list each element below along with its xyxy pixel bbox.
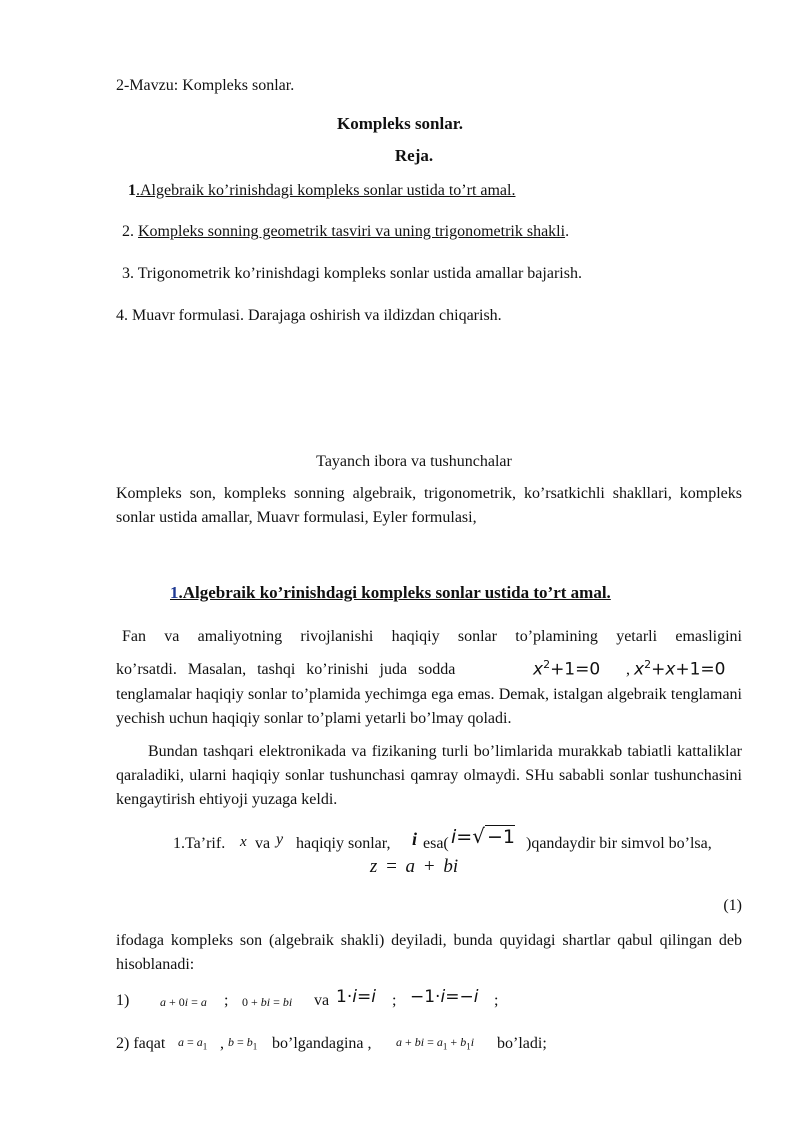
topic-heading: 2-Mavzu: Kompleks sonlar. (116, 77, 295, 94)
condition-2-formula-3: a + bi = $a_1 + b_1i$ (396, 1035, 475, 1052)
equation-2: $x^2+x+1=0$ (634, 658, 726, 680)
plan-item-2 (122, 222, 569, 242)
plan-item-1-number: 1 (128, 182, 136, 199)
plan-item-3: 3. Trigonometrik ko’rinishdagi kompleks sonlar ustida amallar bajarish. (122, 265, 582, 282)
plan-item-1-text: .Algebraik ko’rinishdagi kompleks sonlar ustida to’rt amal. (136, 182, 516, 199)
para1-line2 (116, 660, 455, 680)
condition-1-formula-4: −1·i=−i (410, 987, 479, 1007)
variable-x: x (240, 834, 247, 850)
definition-after: ifodaga kompleks son (algebraik shakli) deyiladi, bunda quyidagi shartlar qabul qilingan deb hisoblanadi: (116, 932, 742, 973)
keywords-text: Kompleks son, kompleks sonning algebraik, trigonometrik, ko’rsatkichli shakllari, kompleks sonlar ustida amallar, Muavr formulasi, Eyler formulasi, (116, 485, 742, 526)
condition-2-mid: bo’lgandagina , (272, 1035, 372, 1052)
plan-title: Reja. (394, 146, 434, 165)
condition-1-sep-3: ; (494, 992, 499, 1009)
condition-1-sep-1: ; (224, 992, 229, 1009)
condition-1-sep-2: ; (392, 992, 397, 1009)
condition-1-formula-1: a + 0i = a (160, 995, 207, 1009)
definition-va: va (255, 835, 271, 852)
plan-item-2-text: Kompleks sonning geometrik tasviri va uning trigonometrik shakli (138, 223, 566, 240)
definition-prefix: 1.Ta’rif. (173, 835, 226, 852)
condition-1-label: 1) (116, 992, 130, 1009)
condition-1-formula-2: 0 + bi = bi (242, 995, 293, 1009)
equation-1: $x^2+1=0$ (533, 658, 601, 680)
variable-y: y (276, 831, 284, 848)
page-title: Kompleks sonlar. (337, 114, 463, 133)
symbol-i: i (412, 829, 418, 849)
section-1-number: 1 (170, 583, 179, 602)
equation-number: (1) (723, 897, 742, 914)
plan-item-2-tail: . (565, 223, 570, 240)
keywords-title: Tayanch ibora va tushunchalar (316, 453, 512, 470)
equation-separator: , (626, 661, 630, 678)
condition-2-formula-1: $a = a_1$ (178, 1035, 208, 1052)
para1-line1: Fan va amaliyotning rivojlanishi haqiqiy sonlar to’plamining yetarli emasligini (122, 628, 742, 645)
condition-1-va: va (314, 992, 330, 1009)
condition-2-end: bo’ladi; (497, 1035, 547, 1052)
definition-esa: esa( (423, 835, 449, 852)
definition-mid: haqiqiy sonlar, (296, 835, 391, 852)
condition-1-formula-3: 1·i=i (336, 987, 376, 1007)
para1-line2-text: ko’rsatdi. Masalan, tashqi ko’rinishi juda sodda (116, 661, 456, 678)
para2: Bundan tashqari elektronikada va fizikaning turli bo’limlarida murakkab tabiatli kattaliklar qaraladiki, ularni haqiqiy sonlar tushunchasi qamray olmaydi. SHu sababli sonlar tushunchasini kengaytirish ehtiyoji yuzaga keldi. (116, 743, 742, 808)
plan-item-4: 4. Muavr formulasi. Darajaga oshirish va ildizdan chiqarish. (116, 307, 502, 324)
condition-2-label: 2) faqat (116, 1035, 166, 1052)
imaginary-unit-definition: i=√ −1 (451, 824, 515, 848)
plan-item-2-number: 2. (122, 223, 138, 240)
definition-suffix: )qandaydir bir simvol bo’lsa, (526, 835, 712, 852)
condition-2-comma: , (220, 1035, 224, 1052)
section-1-heading (170, 583, 611, 603)
plan-item-1 (128, 181, 515, 201)
para1-rest: tenglamalar haqiqiy sonlar to’plamida yechimga ega emas. Demak, istalgan algebraik tenglamani yechish uchun haqiqiy sonlar to’plami yetarli bo’lmay qoladi. (116, 686, 742, 727)
complex-formula: z = a + bi (369, 856, 459, 877)
condition-2-formula-2: $b = b_1$ (228, 1035, 258, 1052)
section-1-title: .Algebraik ko’rinishdagi kompleks sonlar ustida to’rt amal. (178, 583, 611, 602)
